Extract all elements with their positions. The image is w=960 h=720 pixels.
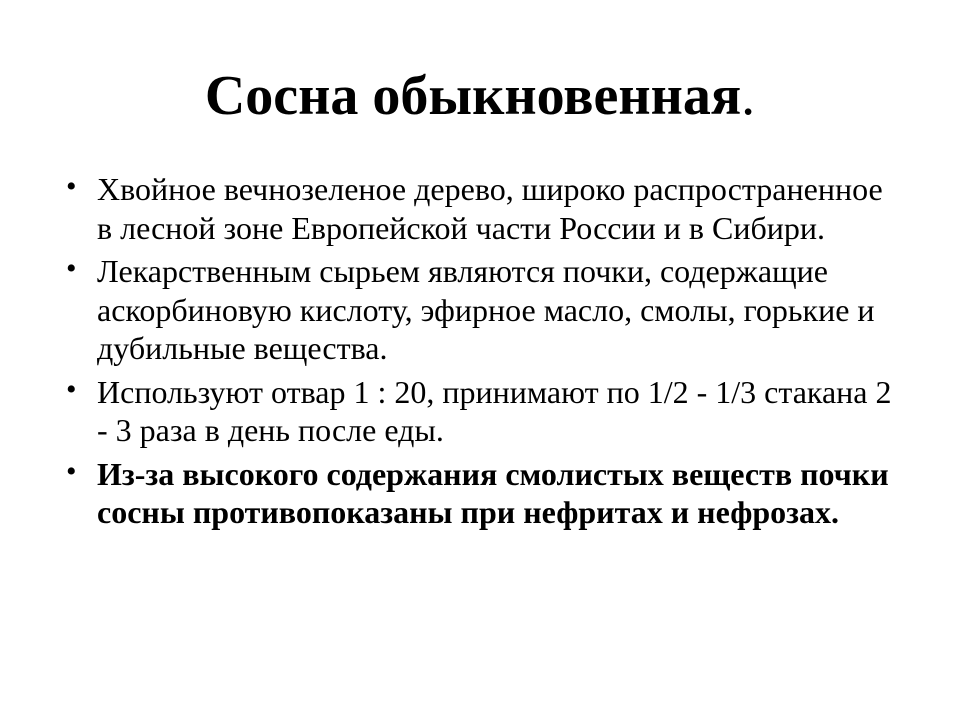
bullet-item-raw-material bbox=[66, 252, 896, 368]
bullet-text: Из-за высокого содержания смолистых веществ почки сосны противопоказаны при нефритах и нефрозах. bbox=[97, 455, 889, 530]
bullet-item-dosage bbox=[66, 373, 896, 450]
bullet-marker-icon: • bbox=[66, 372, 77, 406]
bullet-list bbox=[66, 170, 896, 537]
bullet-marker-icon: • bbox=[66, 252, 77, 285]
bullet-marker-icon: • bbox=[66, 454, 77, 488]
bullet-item-description bbox=[66, 170, 896, 247]
bullet-marker-icon: • bbox=[66, 170, 77, 203]
bullet-text: Хвойное вечнозеленое дерево, широко распространенное в лесной зоне Европейской части России и в Сибири. bbox=[97, 171, 883, 246]
slide-title-period: . bbox=[741, 65, 756, 127]
bullet-text: Лекарственным сырьем являются почки, содержащие аскорбиновую кислоту, эфирное масло, смолы, горькие и дубильные вещества. bbox=[97, 253, 875, 366]
bullet-item-contraindications bbox=[66, 455, 896, 532]
bullet-text: Используют отвар 1 : 20, принимают по 1/2 - 1/3 стакана 2 - 3 раза в день после еды. bbox=[97, 373, 892, 448]
slide-title bbox=[0, 62, 960, 130]
slide-title-text: Сосна обыкновенная bbox=[204, 65, 742, 127]
